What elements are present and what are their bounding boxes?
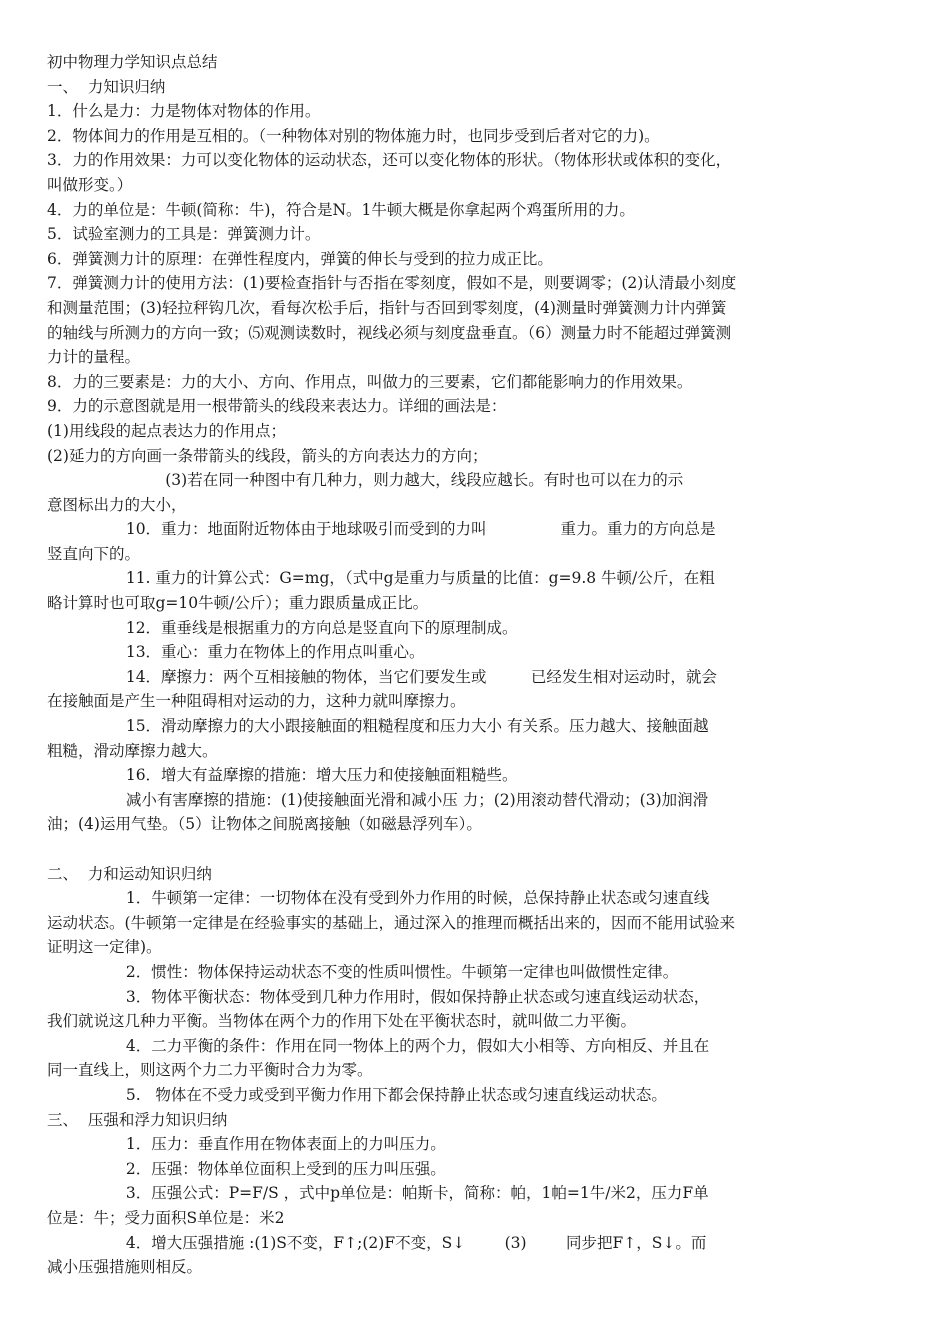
section-pressure [47,1108,897,1280]
text-line: 位是：牛；受力面积S单位是：米2 [47,1208,285,1227]
text-line: 5．试验室测力的工具是：弹簧测力计。 [47,225,321,244]
text-line: 1．牛顿第一定律：一切物体在没有受到外力作用的时候，总保持静止状态或匀速直线 [47,889,710,908]
text-line: 我们就说这几种力平衡。当物体在两个力的作用下处在平衡状态时，就叫做二力平衡。 [47,1012,637,1031]
text-line: 4．二力平衡的条件：作用在同一物体上的两个力，假如大小相等、方向相反、并且在 [47,1036,710,1055]
text-line: 6．弹簧测力计的原理：在弹性程度内，弹簧的伸长与受到的拉力成正比。 [47,249,553,268]
text-line: 叫做形变。） [47,175,133,194]
text-line: 9．力的示意图就是用一根带箭头的线段来表达力。详细的画法是： [47,397,507,416]
text-line: 11. 重力的计算公式：G=mg，（式中g是重力与质量的比值：g=9.8 牛顿/公斤，在粗 [47,569,715,588]
section-heading: 三、 压强和浮力知识归纳 [47,1110,228,1129]
text-line: 运动状态。(牛顿第一定律是在经验事实的基础上，通过深入的推理而概括出来的，因而不能用试验来 [47,913,736,932]
text-line: 粗糙，滑动摩擦力越大。 [47,741,218,760]
text-line: 13．重心：重力在物体上的作用点叫重心。 [47,643,425,662]
text-line: 3．压强公式：P=F/S ，式中p单位是：帕斯卡，简称：帕，1帕=1牛/米2，压力F单 [47,1184,709,1203]
text-line: 16．增大有益摩擦的措施：增大压力和使接触面粗糙些。 [47,766,518,785]
text-line: 减小压强措施则相反。 [47,1258,203,1277]
text-line: 3．物体平衡状态：物体受到几种力作用时，假如保持静止状态或匀速直线运动状态， [47,987,710,1006]
text-line: 和测量范围；(3)轻拉秤钩几次，看每次松手后，指针与否回到零刻度，(4)测量时弹簧测力计内弹簧 [47,298,727,317]
text-line: 同一直线上，则这两个力二力平衡时合力为零。 [47,1061,373,1080]
text-line: 略计算时也可取g=10牛顿/公斤）；重力跟质量成正比。 [47,594,429,613]
text-line: 在接触面是产生一种阻碍相对运动的力，这种力就叫摩擦力。 [47,692,466,711]
text-line: (3)若在同一种图中有几种力，则力越大，线段应越长。有时也可以在力的示 [47,471,684,490]
text-line: 意图标出力的大小， [47,495,187,514]
text-line: 力计的量程。 [47,348,141,367]
text-line: 12．重垂线是根据重力的方向总是竖直向下的原理制成。 [47,618,518,637]
text-line: 15．滑动摩擦力的大小跟接触面的粗糙程度和压力大小 有关系。压力越大、接触面越 [47,717,709,736]
text-line: 1．什么是力：力是物体对物体的作用。 [47,102,321,121]
text-line: 14．摩擦力：两个互相接触的物体，当它们要发生或 已经发生相对运动时，就会 [47,667,717,686]
text-line: 减小有害摩擦的措施：(1)使接触面光滑和减小压 力；(2)用滚动替代滑动；(3)加润滑 [47,790,709,809]
text-line: 2．物体间力的作用是互相的。（一种物体对别的物体施力时，也同步受到后者对它的力)。 [47,126,660,145]
section-heading: 二、 力和运动知识归纳 [47,864,212,883]
text-line: 10．重力：地面附近物体由于地球吸引而受到的力叫 重力。重力的方向总是 [47,520,716,539]
text-line: 2．惯性：物体保持运动状态不变的性质叫惯性。牛顿第一定律也叫做惯性定律。 [47,962,679,981]
document-page [47,50,897,1280]
text-line: 1．压力：垂直作用在物体表面上的力叫压力。 [47,1135,446,1154]
document-title: 初中物理力学知识点总结 [47,53,218,71]
section-motion [47,862,897,1108]
text-line: 5. 物体在不受力或受到平衡力作用下都会保持静止状态或匀速直线运动状态。 [47,1085,667,1104]
text-line: (1)用线段的起点表达力的作用点； [47,421,286,440]
text-line: 7．弹簧测力计的使用方法：(1)要检查指针与否指在零刻度，假如不是，则要调零；(2)认清最小刻度 [47,274,737,293]
text-line: 4．力的单位是：牛顿(简称：牛)，符合是N。1牛顿大概是你拿起两个鸡蛋所用的力。 [47,200,635,219]
text-line: 证明这一定律)。 [47,938,162,957]
section-force [47,75,897,837]
text-line: 2．压强：物体单位面积上受到的压力叫压强。 [47,1159,446,1178]
section-heading: 一、 力知识归纳 [47,77,166,96]
text-line: 竖直向下的。 [47,544,141,563]
blank-spacer [47,837,897,862]
text-line: (2)延力的方向画一条带箭头的线段，箭头的方向表达力的方向； [47,446,488,465]
text-line: 的轴线与所测力的方向一致；⑸观测读数时，视线必须与刻度盘垂直。（6）测量力时不能超过弹簧测 [47,323,732,342]
text-line: 8．力的三要素是：力的大小、方向、作用点，叫做力的三要素，它们都能影响力的作用效果。 [47,372,693,391]
text-line: 3．力的作用效果：力可以变化物体的运动状态，还可以变化物体的形状。（物体形状或体积的变化， [47,151,732,170]
text-line: 油；(4)运用气垫。（5）让物体之间脱离接触（如磁悬浮列车）。 [47,815,482,834]
text-line: 4．增大压强措施 :(1)S不变，F↑;(2)F不变，S↓ (3) 同步把F↑，S↓。而 [47,1233,707,1252]
